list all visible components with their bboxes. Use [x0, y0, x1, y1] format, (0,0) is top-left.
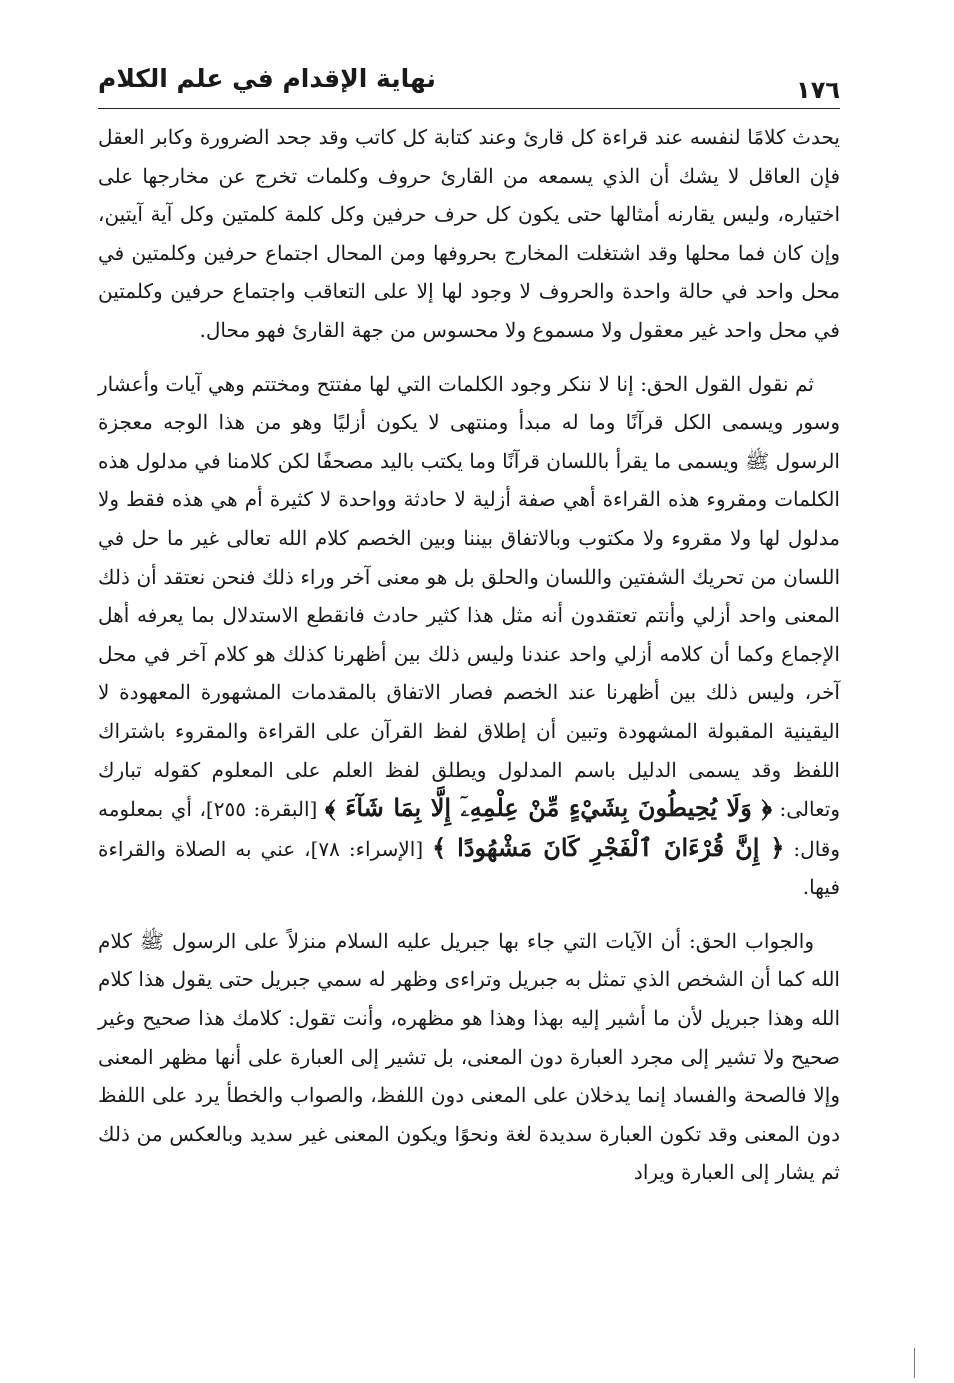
- header-title: نهاية الإقدام في علم الكلام: [98, 64, 436, 93]
- paragraph-3: [98, 922, 840, 1192]
- verse-reference-isra: [الإسراء: ٧٨]، عني به الصلاة والقراءة فيها.: [98, 836, 840, 900]
- paragraph-1: [98, 118, 840, 350]
- body-text: [98, 118, 840, 1192]
- scan-edge-mark: [914, 1348, 915, 1378]
- page-number: ١٧٦: [796, 76, 840, 104]
- running-header: [98, 54, 840, 106]
- paragraph-2: [98, 365, 840, 907]
- verse-reference-baqarah: [البقرة: ٢٥٥]، أي بمعلومه وقال:: [98, 797, 841, 861]
- paragraph-2-text: ثم نقول القول الحق: إنا لا ننكر وجود الكلمات التي لها مفتتح ومختتم وهي آيات وأعشار وسور ويسمى الكل قرآنًا وما له مبدأ ومنتهى لا يكون أزليًا وهو من هذا الوجه معجزة الرسول ﷺ ويسمى ما يقرأ باللسان قرآنًا وما يكتب باليد مصحفًا لكن كلامنا في مدلول هذه الكلمات ومقروء هذه القراءة أهي صفة أزلية لا حادثة وواحدة لا كثيرة أم هي هذه فقط ولا مدلول لها ولا مقروء ولا مكتوب وبالاتفاق بيننا وبين الخصم كلام الله تعالى غير ما حل في اللسان من تحريك الشفتين واللسان والحلق بل هو معنى آخر وراء ذلك فنحن نعتقد أن ذلك المعنى واحد أزلي وأنتم تعتقدون أنه مثل هذا كثير حادث فانقطع الاستدلال بما يعرفه أهل الإجماع وكما أن كلامه أزلي واحد عندنا وليس ذلك بين أظهرنا كذلك هو كلام آخر في محل آخر، وليس ذلك بين أظهرنا عند الخصم فصار الاتفاق بالمقدمات المشهورة المعهودة لا اليقينية المقبولة المشهودة وتبين أن إطلاق لفظ القرآن على القراءة والمقروء باشتراك اللفظ وقد يسمى الدليل باسم المدلول ويطلق لفظ العلم على المعلوم كقوله تبارك وتعالى:: [98, 371, 840, 822]
- quran-verse-isra: ﴿ إِنَّ قُرْءَانَ ٱلْفَجْرِ كَانَ مَشْهُودًا ﴾: [432, 832, 785, 862]
- header-rule: [98, 108, 840, 109]
- paragraph-3-text: والجواب الحق: أن الآيات التي جاء بها جبريل عليه السلام منزلاً على الرسول ﷺ كلام الله كما أن الشخص الذي تمثل به جبريل وتراءى وظهر له سمي جبريل حتى يقول هذا كلام الله وهذا جبريل لأن ما أشير إليه بهذا وهذا هو مظهره، وأنت تقول: كلامك هذا صحيح وغير صحيح ولا تشير إلى مجرد العبارة دون المعنى، بل تشير إلى العبارة على أنها مظهر المعنى وإلا فالصحة والفساد إنما يدخلان على المعنى دون اللفظ، والصواب والخطأ يرد على اللفظ دون المعنى وقد تكون العبارة سديدة لغة ونحوًا ويكون المعنى غير سديد وبالعكس من ذلك ثم يشار إلى العبارة ويراد: [98, 928, 840, 1185]
- quran-verse-baqarah: ﴿ وَلَا يُحِيطُونَ بِشَيْءٍ مِّنْ عِلْمِهِۦٓ إِلَّا بِمَا شَآءَ ﴾: [324, 793, 772, 823]
- paragraph-1-text: يحدث كلامًا لنفسه عند قراءة كل قارئ وعند كتابة كل كاتب وقد جحد الضرورة وكابر العقل فإن العاقل لا يشك أن الذي يسمعه من القارئ حروف وكلمات تخرج عن مخارجها على اختياره، وليس يقارنه أمثالها حتى يكون كل حرف حرفين وكل كلمة كلمتين وكل آية آيتين، وإن كان فما محلها وقد اشتغلت المخارج بحروفها ومن المحال اجتماع حرفين وكلمتين في محل واحد في حالة واحدة والحروف لا وجود لها إلا على التعاقب واجتماع حرفين وكلمتين في محل واحد غير معقول ولا مسموع ولا محسوس من جهة القارئ فهو محال.: [98, 125, 840, 342]
